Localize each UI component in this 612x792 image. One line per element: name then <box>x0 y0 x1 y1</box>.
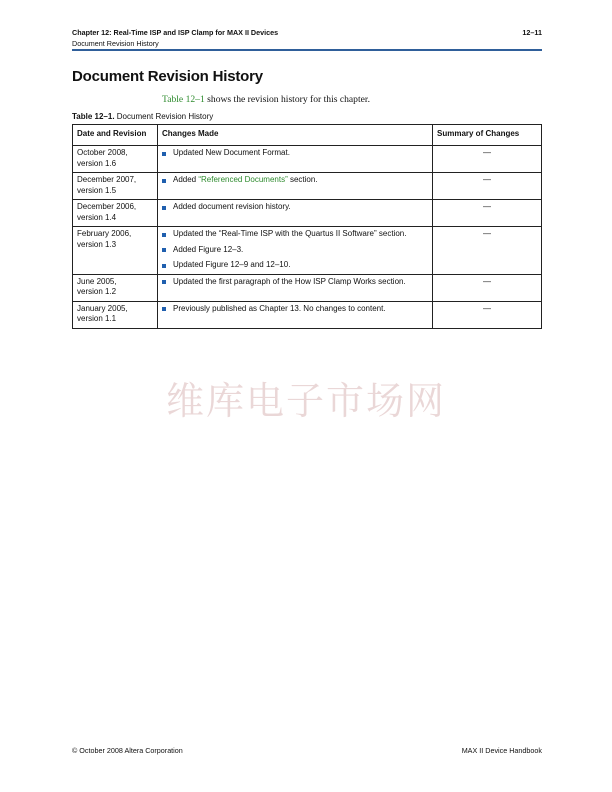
bullet-square-icon <box>162 307 166 311</box>
header-chapter-title: Chapter 12: Real-Time ISP and ISP Clamp for MAX II Devices <box>72 28 279 37</box>
bullet-square-icon <box>162 280 166 284</box>
changes-cell <box>158 200 433 227</box>
summary-cell: — <box>433 146 542 173</box>
change-text: Previously published as Chapter 13. No changes to content. <box>173 303 386 313</box>
table-row <box>73 274 542 301</box>
table-caption-text: Document Revision History <box>114 112 214 121</box>
header-page-number: 12–11 <box>522 28 542 37</box>
summary-cell: — <box>433 301 542 328</box>
table-caption-label: Table 12–1. <box>72 112 115 121</box>
change-item <box>162 148 428 159</box>
change-text: Updated the first paragraph of the How ISP Clamp Works section. <box>173 276 406 286</box>
changes-cell <box>158 146 433 173</box>
running-header <box>72 28 542 48</box>
page-footer <box>72 746 542 755</box>
date-revision-cell <box>73 200 158 227</box>
change-item <box>162 175 428 186</box>
header-date-revision: Date and Revision <box>73 125 158 146</box>
change-text: Added document revision history. <box>173 202 291 211</box>
date-revision-cell <box>73 227 158 275</box>
header-summary-of-changes: Summary of Changes <box>433 125 542 146</box>
change-text-part: Added <box>173 175 199 184</box>
version-text: version 1.5 <box>77 185 117 195</box>
summary-cell: — <box>433 227 542 275</box>
date-revision-cell <box>73 301 158 328</box>
change-item <box>162 277 428 288</box>
date-text: June 2005, <box>77 276 117 286</box>
date-text: December 2006, <box>77 202 137 211</box>
footer-handbook-title: MAX II Device Handbook <box>461 746 542 755</box>
table-row <box>73 227 542 275</box>
change-text: Added Figure 12–3. <box>173 244 244 254</box>
header-rule <box>72 49 542 51</box>
change-text: Updated New Document Format. <box>173 148 290 157</box>
date-text: January 2005, <box>77 303 128 313</box>
change-text: Updated the “Real-Time ISP with the Quartus II Software” section. <box>173 229 407 238</box>
summary-cell: — <box>433 173 542 200</box>
header-section: Document Revision History <box>72 39 159 48</box>
change-text <box>173 175 318 186</box>
table-row <box>73 301 542 328</box>
version-text: version 1.6 <box>77 158 117 168</box>
bullet-square-icon <box>162 248 166 252</box>
intro-text: shows the revision history for this chapter. <box>204 94 370 105</box>
changes-cell <box>158 274 433 301</box>
revision-table <box>72 124 542 329</box>
referenced-documents-link[interactable]: “Referenced Documents” <box>198 175 288 184</box>
date-revision-cell <box>73 274 158 301</box>
table-row <box>73 146 542 173</box>
date-revision-cell <box>73 146 158 173</box>
date-text: October 2008, <box>77 148 128 157</box>
changes-cell <box>158 301 433 328</box>
change-item <box>162 229 428 240</box>
table-header-row <box>73 125 542 146</box>
bullet-square-icon <box>162 233 166 237</box>
table-row <box>73 173 542 200</box>
header-changes-made: Changes Made <box>158 125 433 146</box>
summary-cell: — <box>433 200 542 227</box>
bullet-square-icon <box>162 264 166 268</box>
bullet-square-icon <box>162 152 166 156</box>
version-text: version 1.1 <box>77 314 117 324</box>
table-reference-link[interactable]: Table 12–1 <box>162 94 205 105</box>
change-item <box>162 202 428 213</box>
bullet-square-icon <box>162 206 166 210</box>
version-text: version 1.4 <box>77 212 117 222</box>
intro-paragraph <box>162 94 370 105</box>
version-text: version 1.2 <box>77 287 117 297</box>
date-text: February 2006, <box>77 229 132 238</box>
footer-copyright: © October 2008 Altera Corporation <box>72 746 183 755</box>
change-item <box>162 260 428 271</box>
version-text: version 1.3 <box>77 239 117 249</box>
summary-cell: — <box>433 274 542 301</box>
change-item <box>162 304 428 315</box>
change-text: Updated Figure 12–9 and 12–10. <box>173 260 291 270</box>
changes-cell <box>158 173 433 200</box>
table-row <box>73 200 542 227</box>
date-revision-cell <box>73 173 158 200</box>
date-text: December 2007, <box>77 175 137 184</box>
changes-cell <box>158 227 433 275</box>
page-title: Document Revision History <box>72 68 263 85</box>
change-text-part: section. <box>287 175 318 184</box>
watermark: 维库电子市场网 <box>165 379 446 423</box>
change-item <box>162 245 428 256</box>
bullet-square-icon <box>162 179 166 183</box>
table-caption <box>72 112 213 121</box>
